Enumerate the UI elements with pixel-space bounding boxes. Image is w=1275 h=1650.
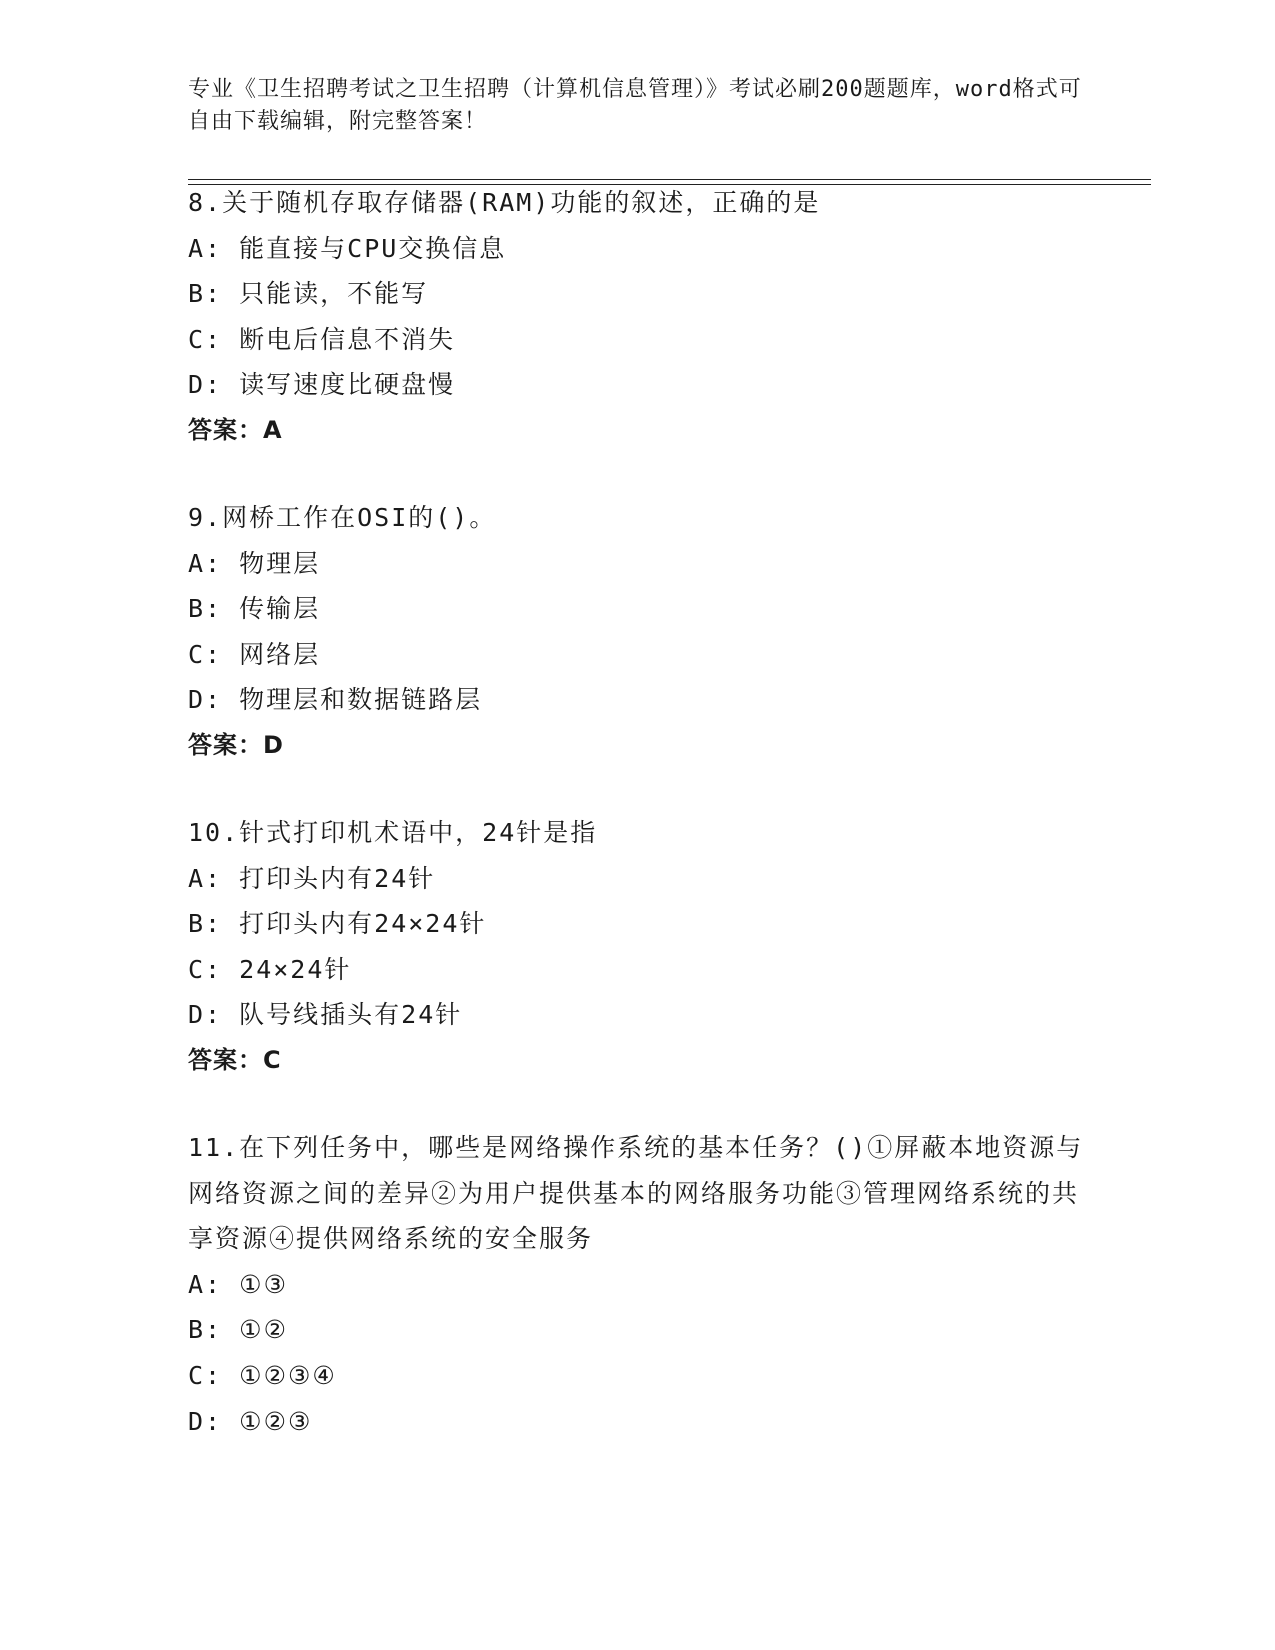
option-a: A: 能直接与CPU交换信息 (188, 233, 507, 263)
document-header: 专业《卫生招聘考试之卫生招聘（计算机信息管理）》考试必刷200题题库，word格式可自由下载编辑，附完整答案！ (188, 77, 1082, 134)
question-10 (188, 810, 1088, 1084)
option-b: B: 传输层 (188, 594, 321, 624)
question-9 (188, 495, 1088, 769)
option-b: B: 只能读，不能写 (188, 279, 429, 309)
question-stem: 10.针式打印机术语中，24针是指 (188, 818, 598, 847)
question-stem: 11.在下列任务中，哪些是网络操作系统的基本任务？()①屏蔽本地资源与网络资源之间的差异②为用户提供基本的网络服务功能③管理网络系统的共享资源④提供网络系统的安全服务 (188, 1133, 1084, 1254)
option-d: D: 物理层和数据链路层 (188, 685, 483, 715)
question-stem: 8.关于随机存取存储器(RAM)功能的叙述，正确的是 (188, 188, 821, 217)
option-d: D: 队号线插头有24针 (188, 1000, 463, 1030)
option-d: D: ①②③ (188, 1406, 313, 1436)
option-a: A: 物理层 (188, 548, 321, 578)
option-c: C: 断电后信息不消失 (188, 324, 456, 354)
answer: 答案：D (188, 730, 284, 759)
option-a: A: 打印头内有24针 (188, 863, 436, 893)
option-a: A: ①③ (188, 1269, 288, 1299)
option-b: B: 打印头内有24×24针 (188, 909, 487, 939)
answer: 答案：C (188, 1045, 282, 1074)
question-11 (188, 1125, 1088, 1444)
option-c: C: 网络层 (188, 639, 321, 669)
answer: 答案：A (188, 415, 283, 444)
option-c: C: ①②③④ (188, 1360, 337, 1390)
option-b: B: ①② (188, 1315, 288, 1345)
question-stem: 9.网桥工作在OSI的()。 (188, 503, 497, 532)
question-8 (188, 180, 1088, 454)
option-c: C: 24×24针 (188, 954, 352, 984)
option-d: D: 读写速度比硬盘慢 (188, 370, 456, 400)
